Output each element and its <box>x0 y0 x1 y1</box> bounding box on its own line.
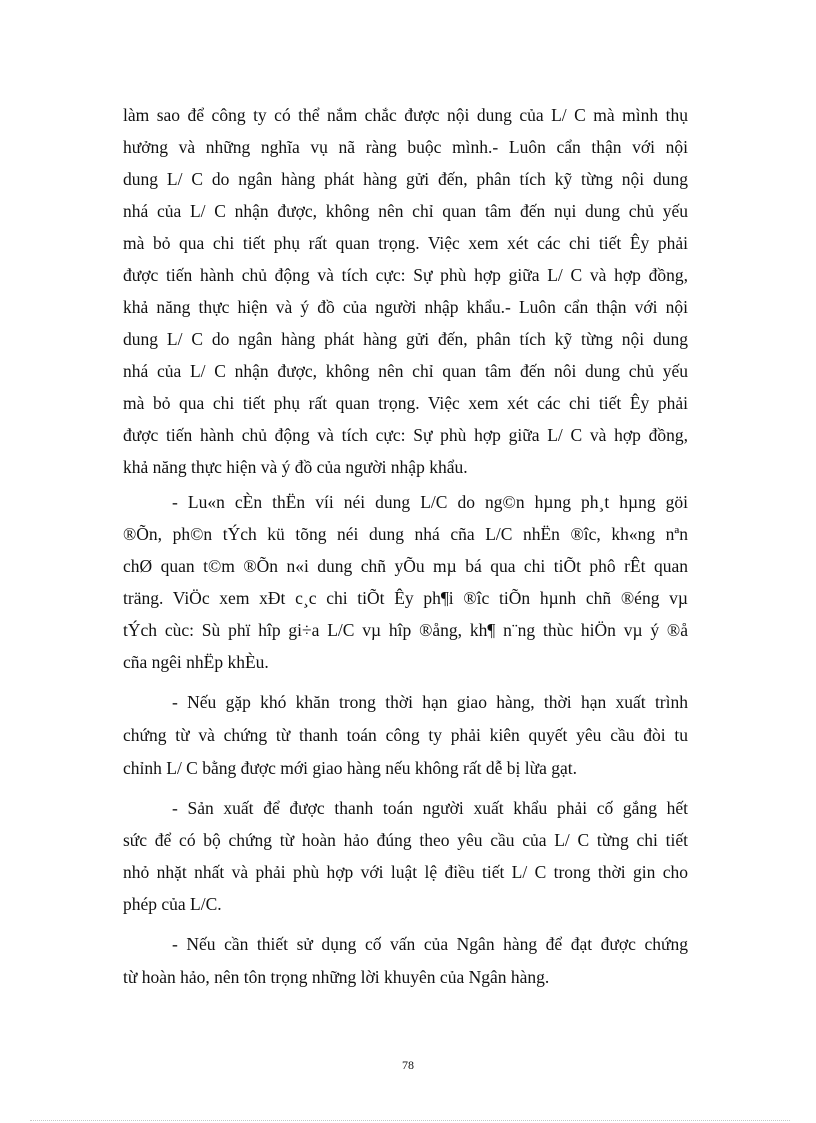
body-line: khả năng thực hiện và ý đồ của người nhập khẩu.- Luôn cẩn thận với nội <box>123 297 688 317</box>
body-line: dung L/ C do ngân hàng phát hàng gửi đến, phân tích kỹ từng nội dung <box>123 169 688 189</box>
body-line: ®Õn, ph©n tÝch kü tõng néi dung nhá cña L/C nhËn ®îc, kh«ng nªn <box>123 524 688 544</box>
body-line: sức để có bộ chứng từ hoàn hảo đúng theo yêu cầu của L/ C từng chi tiết <box>123 830 688 850</box>
body-line: nhỏ nhặt nhất và phải phù hợp với luật lệ điều tiết L/ C trong thời gin cho <box>123 862 688 882</box>
body-line: chØ quan t©m ®Õn n«i dung chñ yÕu mµ bá qua chi tiÕt phô rÊt quan <box>123 556 688 576</box>
body-line: cña ngêi nhËp khÈu. <box>123 652 269 672</box>
body-line: nhá của L/ C nhận được, không nên chỉ quan tâm đến nôi dung chủ yếu <box>123 361 688 381</box>
page-number: 78 <box>402 1058 414 1072</box>
paragraph-start-line: - Nếu cần thiết sử dụng cố vấn của Ngân hàng để đạt được chứng <box>172 934 688 954</box>
body-line: làm sao để công ty có thể nắm chắc được nội dung của L/ C mà mình thụ <box>123 105 688 125</box>
paragraph-start-line: - Lu«n cÈn thËn víi néi dung L/C do ng©n hµng ph¸t hµng göi <box>172 492 688 512</box>
body-line: tÝch cùc: Sù phï hîp gi÷a L/C vµ hîp ®ång, kh¶ n¨ng thùc hiÖn vµ ý ®å <box>123 620 688 640</box>
footer-divider <box>30 1120 790 1121</box>
body-line: chỉnh L/ C bằng được mới giao hàng nếu không rất dễ bị lừa gạt. <box>123 758 577 778</box>
body-line: được tiến hành chủ động và tích cực: Sự phù hợp giữa L/ C và hợp đồng, <box>123 425 688 445</box>
body-line: mà bỏ qua chi tiết phụ rất quan trọng. Việc xem xét các chi tiết Êy phải <box>123 393 688 413</box>
body-line: phép của L/C. <box>123 894 222 914</box>
body-line: hưởng và những nghĩa vụ nã ràng buộc mình.- Luôn cẩn thận với nội <box>123 137 688 157</box>
body-line: dung L/ C do ngân hàng phát hàng gửi đến, phân tích kỹ từng nội dung <box>123 329 688 349</box>
body-line: được tiến hành chủ động và tích cực: Sự phù hợp giữa L/ C và hợp đồng, <box>123 265 688 285</box>
body-line: chứng từ và chứng từ thanh toán công ty phải kiên quyết yêu cầu đòi tu <box>123 725 688 745</box>
body-line: từ hoàn hảo, nên tôn trọng những lời khuyên của Ngân hàng. <box>123 967 550 987</box>
body-line: nhá của L/ C nhận được, không nên chỉ quan tâm đến nụi dung chủ yếu <box>123 201 688 221</box>
body-line: mà bỏ qua chi tiết phụ rất quan trọng. Việc xem xét các chi tiết Êy phải <box>123 233 688 253</box>
body-line: khả năng thực hiện và ý đồ của người nhập khẩu. <box>123 457 468 477</box>
paragraph-start-line: - Nếu gặp khó khăn trong thời hạn giao hàng, thời hạn xuất trình <box>172 692 688 712</box>
paragraph-start-line: - Sản xuất để được thanh toán người xuất khẩu phải cố gắng hết <box>172 798 688 818</box>
body-line: träng. ViÖc xem xÐt c¸c chi tiÕt Êy ph¶i ®îc tiÕn hµnh chñ ®éng vµ <box>123 588 688 608</box>
